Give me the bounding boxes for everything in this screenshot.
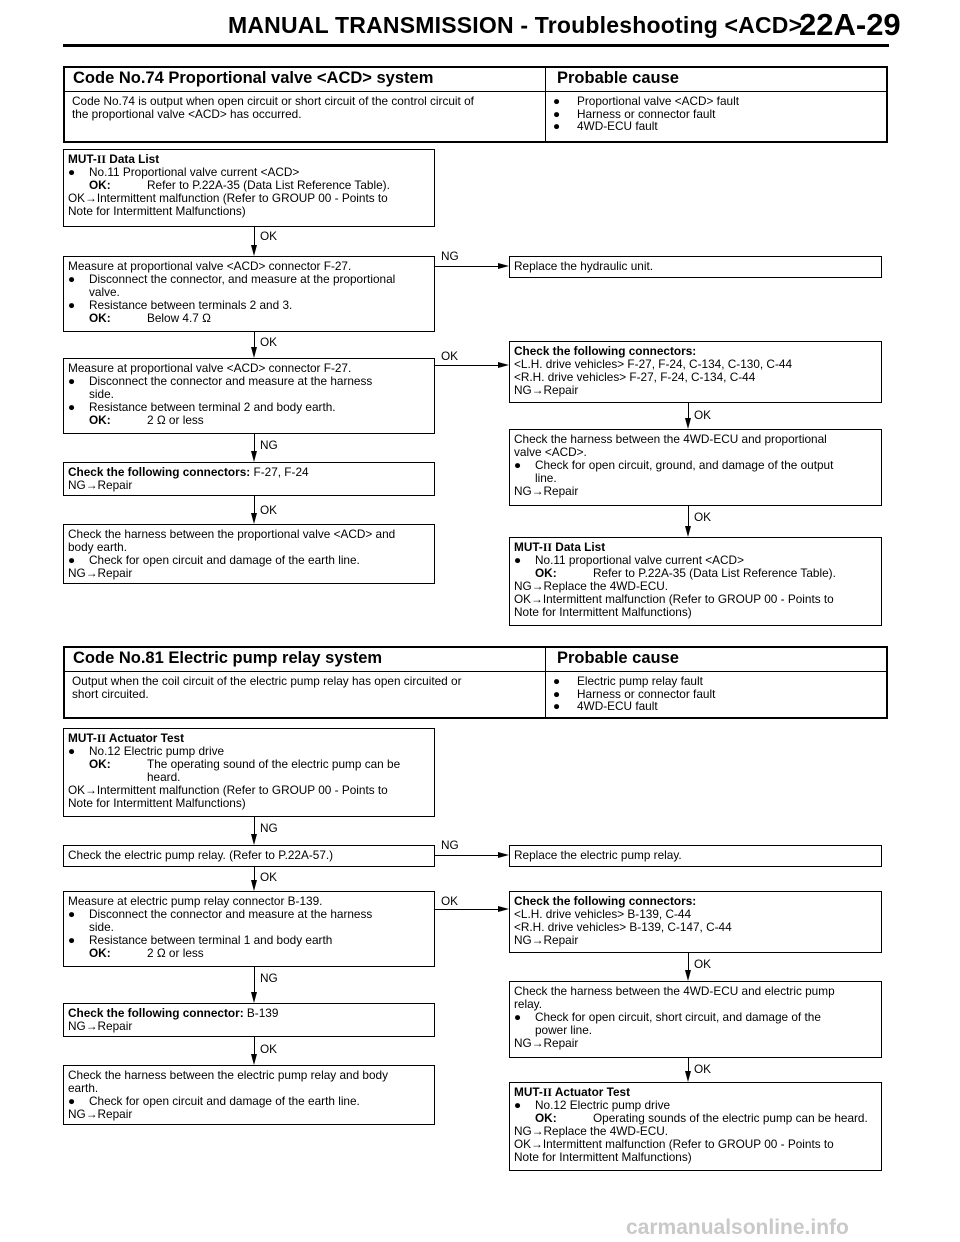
code-74-description	[72, 95, 542, 120]
bullet-icon: ●	[514, 1009, 522, 1024]
arrow-right-icon	[498, 852, 509, 858]
flow-line	[254, 817, 255, 834]
s74-right-mut-box: MUT-II Data List ● No.11 proportional valve current <ACD> OK: Refer to P.22A-35 (Data List Reference Table). NG→Replace the 4WD-ECU. OK→Intermittent malfunction (Refer to GROUP 00 - Points to Note for Intermittent Malfunctions)	[509, 537, 882, 626]
arrow-down-icon	[685, 1071, 691, 1082]
s81-replace-relay-box: Replace the electric pump relay.	[509, 845, 882, 867]
flow-label-ok: OK	[694, 957, 712, 971]
s81-measure-relay-box: Measure at electric pump relay connector B-139. ● Disconnect the connector and measure at the harness side. ● Resistance between terminal 1 and body earth OK: 2 Ω or less	[63, 891, 435, 967]
arrow-down-icon	[685, 418, 691, 429]
bullet-icon: ●	[68, 1093, 76, 1108]
s81-mut-actuator-box: MUT-II Actuator Test ● No.12 Electric pump drive OK: The operating sound of the electric pump can be heard. OK→Intermittent malfunction (Refer to GROUP 00 - Points to Note for Intermittent Malfunctions)	[63, 728, 435, 817]
flow-line	[688, 953, 689, 970]
flow-line	[254, 332, 255, 347]
arrow-down-icon	[251, 880, 257, 891]
flow-line	[435, 365, 498, 366]
desc-line: the proportional valve <ACD> has occurred.	[72, 106, 302, 121]
page-header-title: MANUAL TRANSMISSION - Troubleshooting <ACD>	[228, 12, 803, 38]
bullet-icon: ●	[68, 271, 76, 286]
flow-label-ng: NG	[441, 838, 459, 852]
s74-right-check-harness-box: Check the harness between the 4WD-ECU and proportional valve <ACD>. ● Check for open circuit, ground, and damage of the output line. NG→Repair	[509, 429, 882, 506]
flow-label-ok: OK	[260, 229, 278, 243]
flow-line	[688, 1058, 689, 1071]
s74-check-harness-earth-box: Check the harness between the proportional valve <ACD> and body earth. ● Check for open circuit and damage of the earth line. NG→Repair	[63, 524, 435, 584]
bullet-icon: ●	[553, 119, 561, 133]
flow-line	[254, 496, 255, 513]
flow-label-ok: OK	[260, 870, 278, 884]
s81-check-connector-box: Check the following connector: B-139 NG→Repair	[63, 1003, 435, 1037]
cause-item: ● 4WD-ECU fault	[553, 119, 658, 133]
bullet-icon: ●	[514, 552, 522, 567]
arrow-down-icon	[251, 834, 257, 845]
code-81-title: Code No.81 Electric pump relay system	[73, 649, 383, 667]
desc-line: Code No.74 is output when open circuit or short circuit of the control circuit of	[72, 94, 474, 108]
arrow-down-icon	[251, 347, 257, 358]
code-81-header	[65, 648, 886, 672]
code-74-causes	[553, 95, 739, 133]
bullet-icon: ●	[553, 674, 561, 688]
desc-line: Output when the coil circuit of the electric pump relay has open circuited or	[72, 674, 462, 688]
arrow-down-icon	[685, 526, 691, 537]
flow-label-ok: OK	[441, 349, 459, 363]
flow-label-ng: NG	[441, 249, 459, 263]
arrow-down-icon	[251, 992, 257, 1003]
arrow-down-icon	[251, 451, 257, 462]
s81-check-harness-earth-box: Check the harness between the electric pump relay and body earth. ● Check for open circuit and damage of the earth line. NG→Repair	[63, 1065, 435, 1125]
s81-right-check-connectors-box: Check the following connectors: <L.H. drive vehicles> B-139, C-44 <R.H. drive vehicles> B-139, C-147, C-44 NG→Repair	[509, 891, 882, 953]
code-74-divider	[545, 68, 546, 141]
code-74-cause-title: Probable cause	[557, 69, 679, 87]
flow-label-ng: NG	[260, 971, 278, 985]
arrow-down-icon	[251, 245, 257, 256]
arrow-right-icon	[498, 263, 509, 269]
cause-item: ● Harness or connector fault	[553, 686, 716, 701]
flow-label-ok: OK	[694, 1062, 712, 1076]
code-81-description	[72, 675, 542, 700]
arrow-right-icon	[498, 906, 509, 912]
arrow-right-icon	[498, 362, 509, 368]
bullet-icon: ●	[514, 457, 522, 472]
bullet-icon: ●	[553, 106, 561, 121]
s74-replace-hydraulic-box: Replace the hydraulic unit.	[509, 256, 882, 278]
bullet-icon: ●	[68, 399, 76, 414]
flow-line	[254, 967, 255, 992]
bullet-icon: ●	[514, 1097, 522, 1112]
code-81-cause-title: Probable cause	[557, 649, 679, 667]
bullet-icon: ●	[68, 906, 76, 921]
cause-item: ● 4WD-ECU fault	[553, 699, 658, 713]
header-rule	[63, 44, 889, 47]
flow-line	[254, 227, 255, 245]
arrow-down-icon	[251, 513, 257, 524]
s74-check-connectors-box: Check the following connectors: F-27, F-24 NG→Repair	[63, 462, 435, 496]
bullet-icon: ●	[68, 552, 76, 567]
page-number: 22A-29	[799, 7, 901, 42]
flow-label-ok: OK	[260, 503, 278, 517]
flow-line	[688, 403, 689, 418]
bullet-icon: ●	[68, 932, 76, 947]
code-74-header	[65, 68, 886, 92]
flow-label-ng: NG	[260, 821, 278, 835]
footer-watermark: carmanualsonline.info	[626, 1216, 849, 1239]
flow-label-ok: OK	[694, 510, 712, 524]
code-81-causes	[553, 675, 715, 713]
arrow-down-icon	[685, 970, 691, 981]
arrow-down-icon	[251, 1054, 257, 1065]
cause-item: ● Proportional valve <ACD> fault	[553, 94, 739, 108]
flow-line	[688, 506, 689, 526]
flow-label-ng: NG	[260, 438, 278, 452]
flow-line	[254, 1037, 255, 1054]
bullet-icon: ●	[553, 699, 561, 713]
bullet-icon: ●	[553, 686, 561, 701]
s74-measure-valve-box: Measure at proportional valve <ACD> connector F-27. ● Disconnect the connector, and measure at the proportional valve. ● Resistance between terminals 2 and 3. OK: Below 4.7 Ω	[63, 256, 435, 332]
flow-line	[254, 867, 255, 880]
desc-line: short circuited.	[72, 686, 149, 701]
flow-label-ok: OK	[260, 1042, 278, 1056]
flow-line	[435, 855, 498, 856]
bullet-icon: ●	[68, 297, 76, 312]
s81-right-check-harness-box: Check the harness between the 4WD-ECU and electric pump relay. ● Check for open circuit, short circuit, and damage of the power line. NG→Repair	[509, 981, 882, 1058]
s81-check-relay-box: Check the electric pump relay. (Refer to P.22A-57.)	[63, 845, 435, 867]
bullet-icon: ●	[553, 94, 561, 108]
bullet-icon: ●	[68, 743, 76, 758]
bullet-icon: ●	[68, 164, 76, 179]
flow-label-ok: OK	[441, 894, 459, 908]
s74-measure-harness-box: Measure at proportional valve <ACD> connector F-27. ● Disconnect the connector and measure at the harness side. ● Resistance between terminal 2 and body earth. OK: 2 Ω or less	[63, 358, 435, 434]
cause-item: ● Electric pump relay fault	[553, 674, 703, 688]
flow-label-ok: OK	[260, 335, 278, 349]
code-74-title: Code No.74 Proportional valve <ACD> system	[73, 69, 434, 87]
flow-label-ok: OK	[694, 408, 712, 422]
code-81-divider	[545, 648, 546, 717]
flow-line	[435, 266, 498, 267]
s74-mut-data-list-box: MUT-II Data List ● No.11 Proportional valve current <ACD> OK: Refer to P.22A-35 (Data List Reference Table). OK→Intermittent malfunction (Refer to GROUP 00 - Points to Note for Intermittent Malfunctions)	[63, 149, 435, 227]
s81-right-mut-box: MUT-II Actuator Test ● No.12 Electric pump drive OK: Operating sounds of the electric pump can be heard. NG→Replace the 4WD-ECU. OK→Intermittent malfunction (Refer to GROUP 00 - Points to Note for Intermittent Malfunctions)	[509, 1082, 882, 1171]
bullet-icon: ●	[68, 373, 76, 388]
code-81-table	[63, 646, 888, 719]
code-74-table	[63, 66, 888, 143]
s74-right-check-connectors-box: Check the following connectors: <L.H. drive vehicles> F-27, F-24, C-134, C-130, C-44 <R.H. drive vehicles> F-27, F-24, C-134, C-44 NG→Repair	[509, 341, 882, 403]
flow-line	[254, 434, 255, 451]
flow-line	[435, 909, 498, 910]
cause-item: ● Harness or connector fault	[553, 106, 716, 121]
